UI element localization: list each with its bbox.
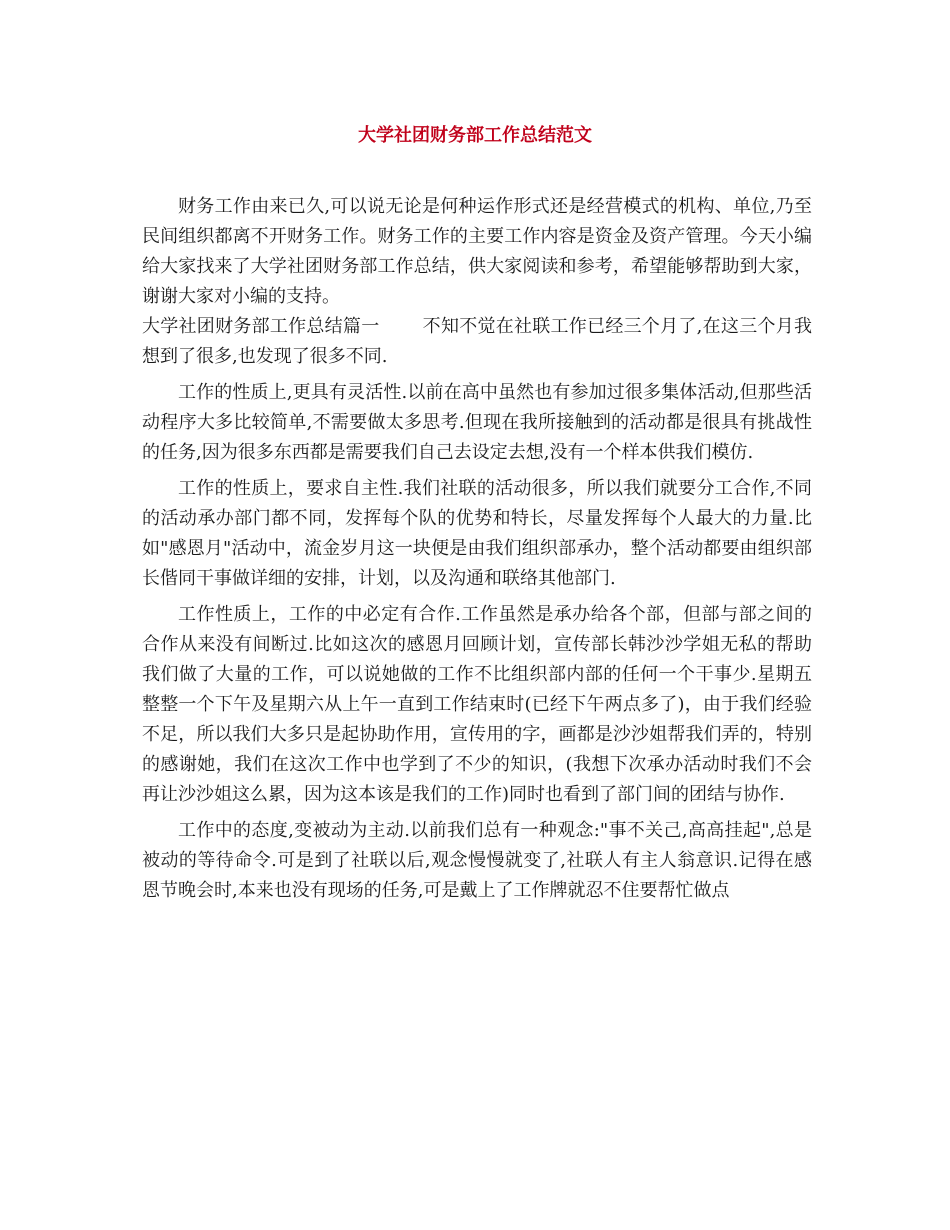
section-lead-text: 不知不觉在社联工作已经三个月了,在这三个月我想到了很多,也发现了很多不同. (142, 316, 812, 367)
section-heading: 大学社团财务部工作总结篇一 (142, 316, 380, 337)
document-body (142, 192, 812, 906)
body-paragraph-attitude: 工作中的态度,变被动为主动.以前我们总有一种观念:"事不关己,高高挂起",总是被动的等待命令.可是到了社联以后,观念慢慢就变了,社联人有主人翁意识.记得在感恩节晚会时,本来也没有现场的任务,可是戴上了工作牌就忍不住要帮忙做点 (142, 820, 812, 901)
intro-paragraph: 财务工作由来已久,可以说无论是何种运作形式还是经营模式的机构、单位,乃至民间组织都离不开财务工作。财务工作的主要工作内容是资金及资产管理。今天小编给大家找来了大学社团财务部工作总结，供大家阅读和参考，希望能够帮助到大家，谢谢大家对小编的支持。 (142, 196, 812, 307)
document-title: 大学社团财务部工作总结范文 (358, 125, 592, 146)
body-paragraph-flexibility: 工作的性质上,更具有灵活性.以前在高中虽然也有参加过很多集体活动,但那些活动程序大多比较简单,不需要做太多思考.但现在我所接触到的活动都是很具有挑战性的任务,因为很多东西都是需要我们自己去设定去想,没有一个样本供我们模仿. (142, 382, 812, 463)
section-one-paragraph (142, 312, 812, 372)
body-paragraph-autonomy: 工作的性质上，要求自主性.我们社联的活动很多，所以我们就要分工合作,不同的活动承办部门都不同，发挥每个队的优势和特长，尽量发挥每个人最大的力量.比如"感恩月"活动中，流金岁月这一块便是由我们组织部承办，整个活动都要由组织部长偕同干事做详细的安排，计划，以及沟通和联络其他部门. (142, 478, 812, 589)
body-paragraph-cooperation: 工作性质上，工作的中必定有合作.工作虽然是承办给各个部，但部与部之间的合作从来没有间断过.比如这次的感恩月回顾计划，宣传部长韩沙沙学姐无私的帮助我们做了大量的工作，可以说她做的工作不比组织部内部的任何一个干事少.星期五整整一个下午及星期六从上午一直到工作结束时(已经下午两点多了)，由于我们经验不足，所以我们大多只是起协助作用，宣传用的字，画都是沙沙姐帮我们弄的，特别的感谢她，我们在这次工作中也学到了不少的知识，(我想下次承办活动时我们不会再让沙沙姐这么累，因为这本该是我们的工作)同时也看到了部门间的团结与协作. (142, 604, 812, 805)
